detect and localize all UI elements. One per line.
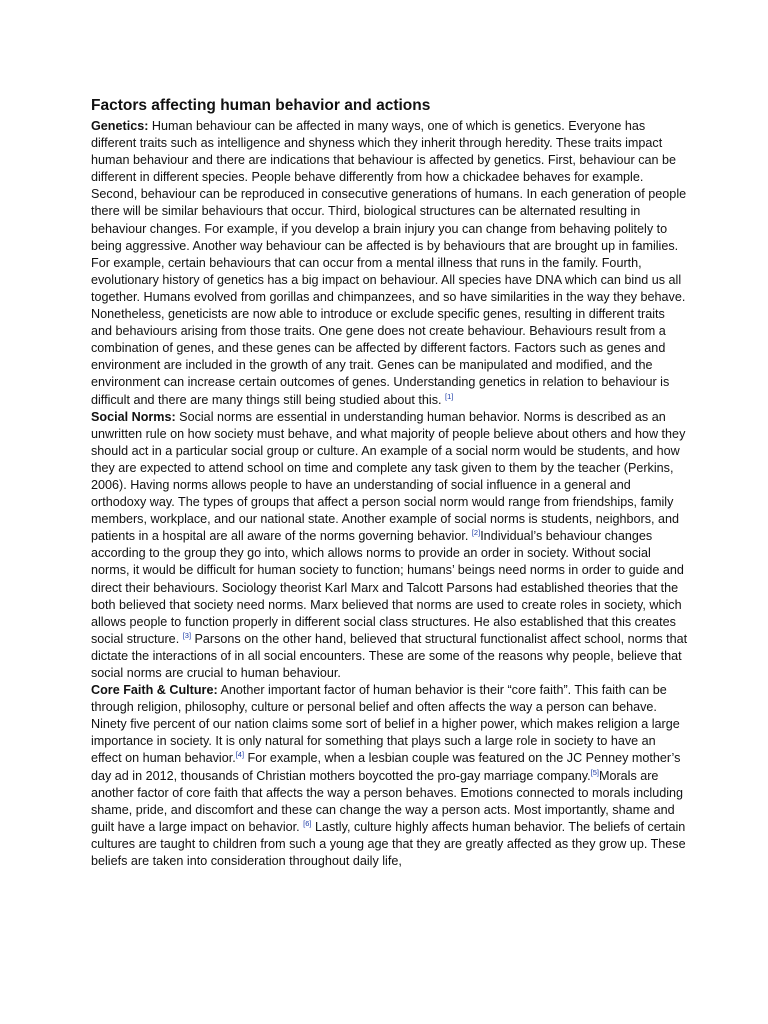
document-title: Factors affecting human behavior and actions: [91, 97, 431, 114]
section-text: Another important factor of human behavior is their “core faith”. This faith can be through religion, philosophy, culture or personal belief and often affects the way a person can behave. Ninety five percent of our nation claims some sort of belief in a higher power, which makes religion a large importance in society. It is only natural for something that plays such a large role in society to have an effect on human behavior.: [91, 683, 680, 766]
section-text: Individual’s behaviour changes according to the group they go into, which allows norms to provide an order in society. Without social norms, it would be difficult for human society to function; humans’ beings need norms in order to guide and direct their behaviours. Sociology theorist Karl Marx and Talcott Parsons had established theories that the both believed that society need norms. Marx believed that norms are used to create roles in society, which allows people to function properly in different social class structures. He also established that this creates social structure.: [91, 529, 684, 646]
section-label: Genetics:: [91, 119, 149, 133]
citation-link[interactable]: [6]: [303, 818, 312, 828]
citation-link[interactable]: [2]: [471, 528, 481, 538]
citation-link[interactable]: [1]: [445, 391, 454, 401]
section-text: For example, when a lesbian couple was featured on the JC Penney mother’s day ad in 2012, thousands of Christian mothers boycotted the pro-gay marriage company.: [91, 751, 681, 783]
section-text: Social norms are essential in understanding human behavior. Norms is described as an unwritten rule on how society must behave, and what majority of people believe about others and how they should act in a particular social group or culture. An example of a social norm would be students, and how they are expected to attend school on time and complete any task given to them by the teacher (Perkins, 2006). Having norms allows people to have an understanding of social influence in a general and orthodoxy way. The types of groups that affect a person social norm would range from friendships, family members, workplace, and our national state. Another example of social norms is students, neighbors, and patients in a hospital are all aware of the norms governing behavior.: [91, 409, 686, 544]
citation-link[interactable]: [5]: [590, 767, 599, 777]
section-genetics: [91, 118, 689, 409]
section-core-faith-culture: [91, 682, 689, 870]
document-body: [91, 96, 689, 870]
section-text: Lastly, culture highly affects human behavior. The beliefs of certain cultures are taught to children from such a young age that they are greatly affected as they grow up. These beliefs are taken into consideration throughout daily life,: [91, 819, 686, 869]
section-label: Core Faith & Culture:: [91, 683, 218, 698]
section-label: Social Norms:: [91, 409, 176, 424]
citation-link[interactable]: [4]: [235, 750, 245, 760]
section-text: Parsons on the other hand, believed that structural functionalist affect school, norms that dictate the interactions of in all social encounters. These are some of the reasons why people, believe that social norms are crucial to human behaviour.: [91, 631, 688, 680]
section-text: Human behaviour can be affected in many ways, one of which is genetics. Everyone has different traits such as intelligence and shyness which they inherit through heredity. These traits impact human behaviour and there are indications that behaviour is affected by genetics. First, behaviour can be different in different species. People behave differently from how a chickadee behaves for example. Second, behaviour can be reproduced in consecutive generations of humans. In each generation of people there will be similar behaviours that occur. Third, biological structures can be alternated resulting in behaviour changes. For example, if you develop a brain injury you can change from behaving politely to being aggressive. Another way behaviour can be affected is by behaviours that are brought up in families. For example, certain behaviours that can occur from a mental illness that runs in the family. Fourth, evolutionary history of genetics has a big impact on behaviour. All species have DNA which can bind us all together. Humans evolved from gorillas and chimpanzees, and so have similarities in the way they behave. Nonetheless, geneticists are now able to introduce or exclude specific genes, resulting in different traits and behaviours arising from those traits. One gene does not create behaviour. Behaviours result from a combination of genes, and these genes can be affected by different factors. Factors such as genes and environment are included in the growth of any trait. Genes can be manipulated and modified, and the environment can increase certain outcomes of genes. Understanding genetics in relation to behaviour is difficult and there are many things still being studied about this.: [91, 119, 687, 407]
citation-link[interactable]: [3]: [182, 630, 192, 640]
section-text: Morals are another factor of core faith that affects the way a person behaves. Emotions connected to morals including shame, pride, and discomfort and these can change the way a person acts. Most importantly, shame and guilt have a large impact on behavior.: [91, 768, 684, 834]
section-social-norms: [91, 409, 689, 683]
